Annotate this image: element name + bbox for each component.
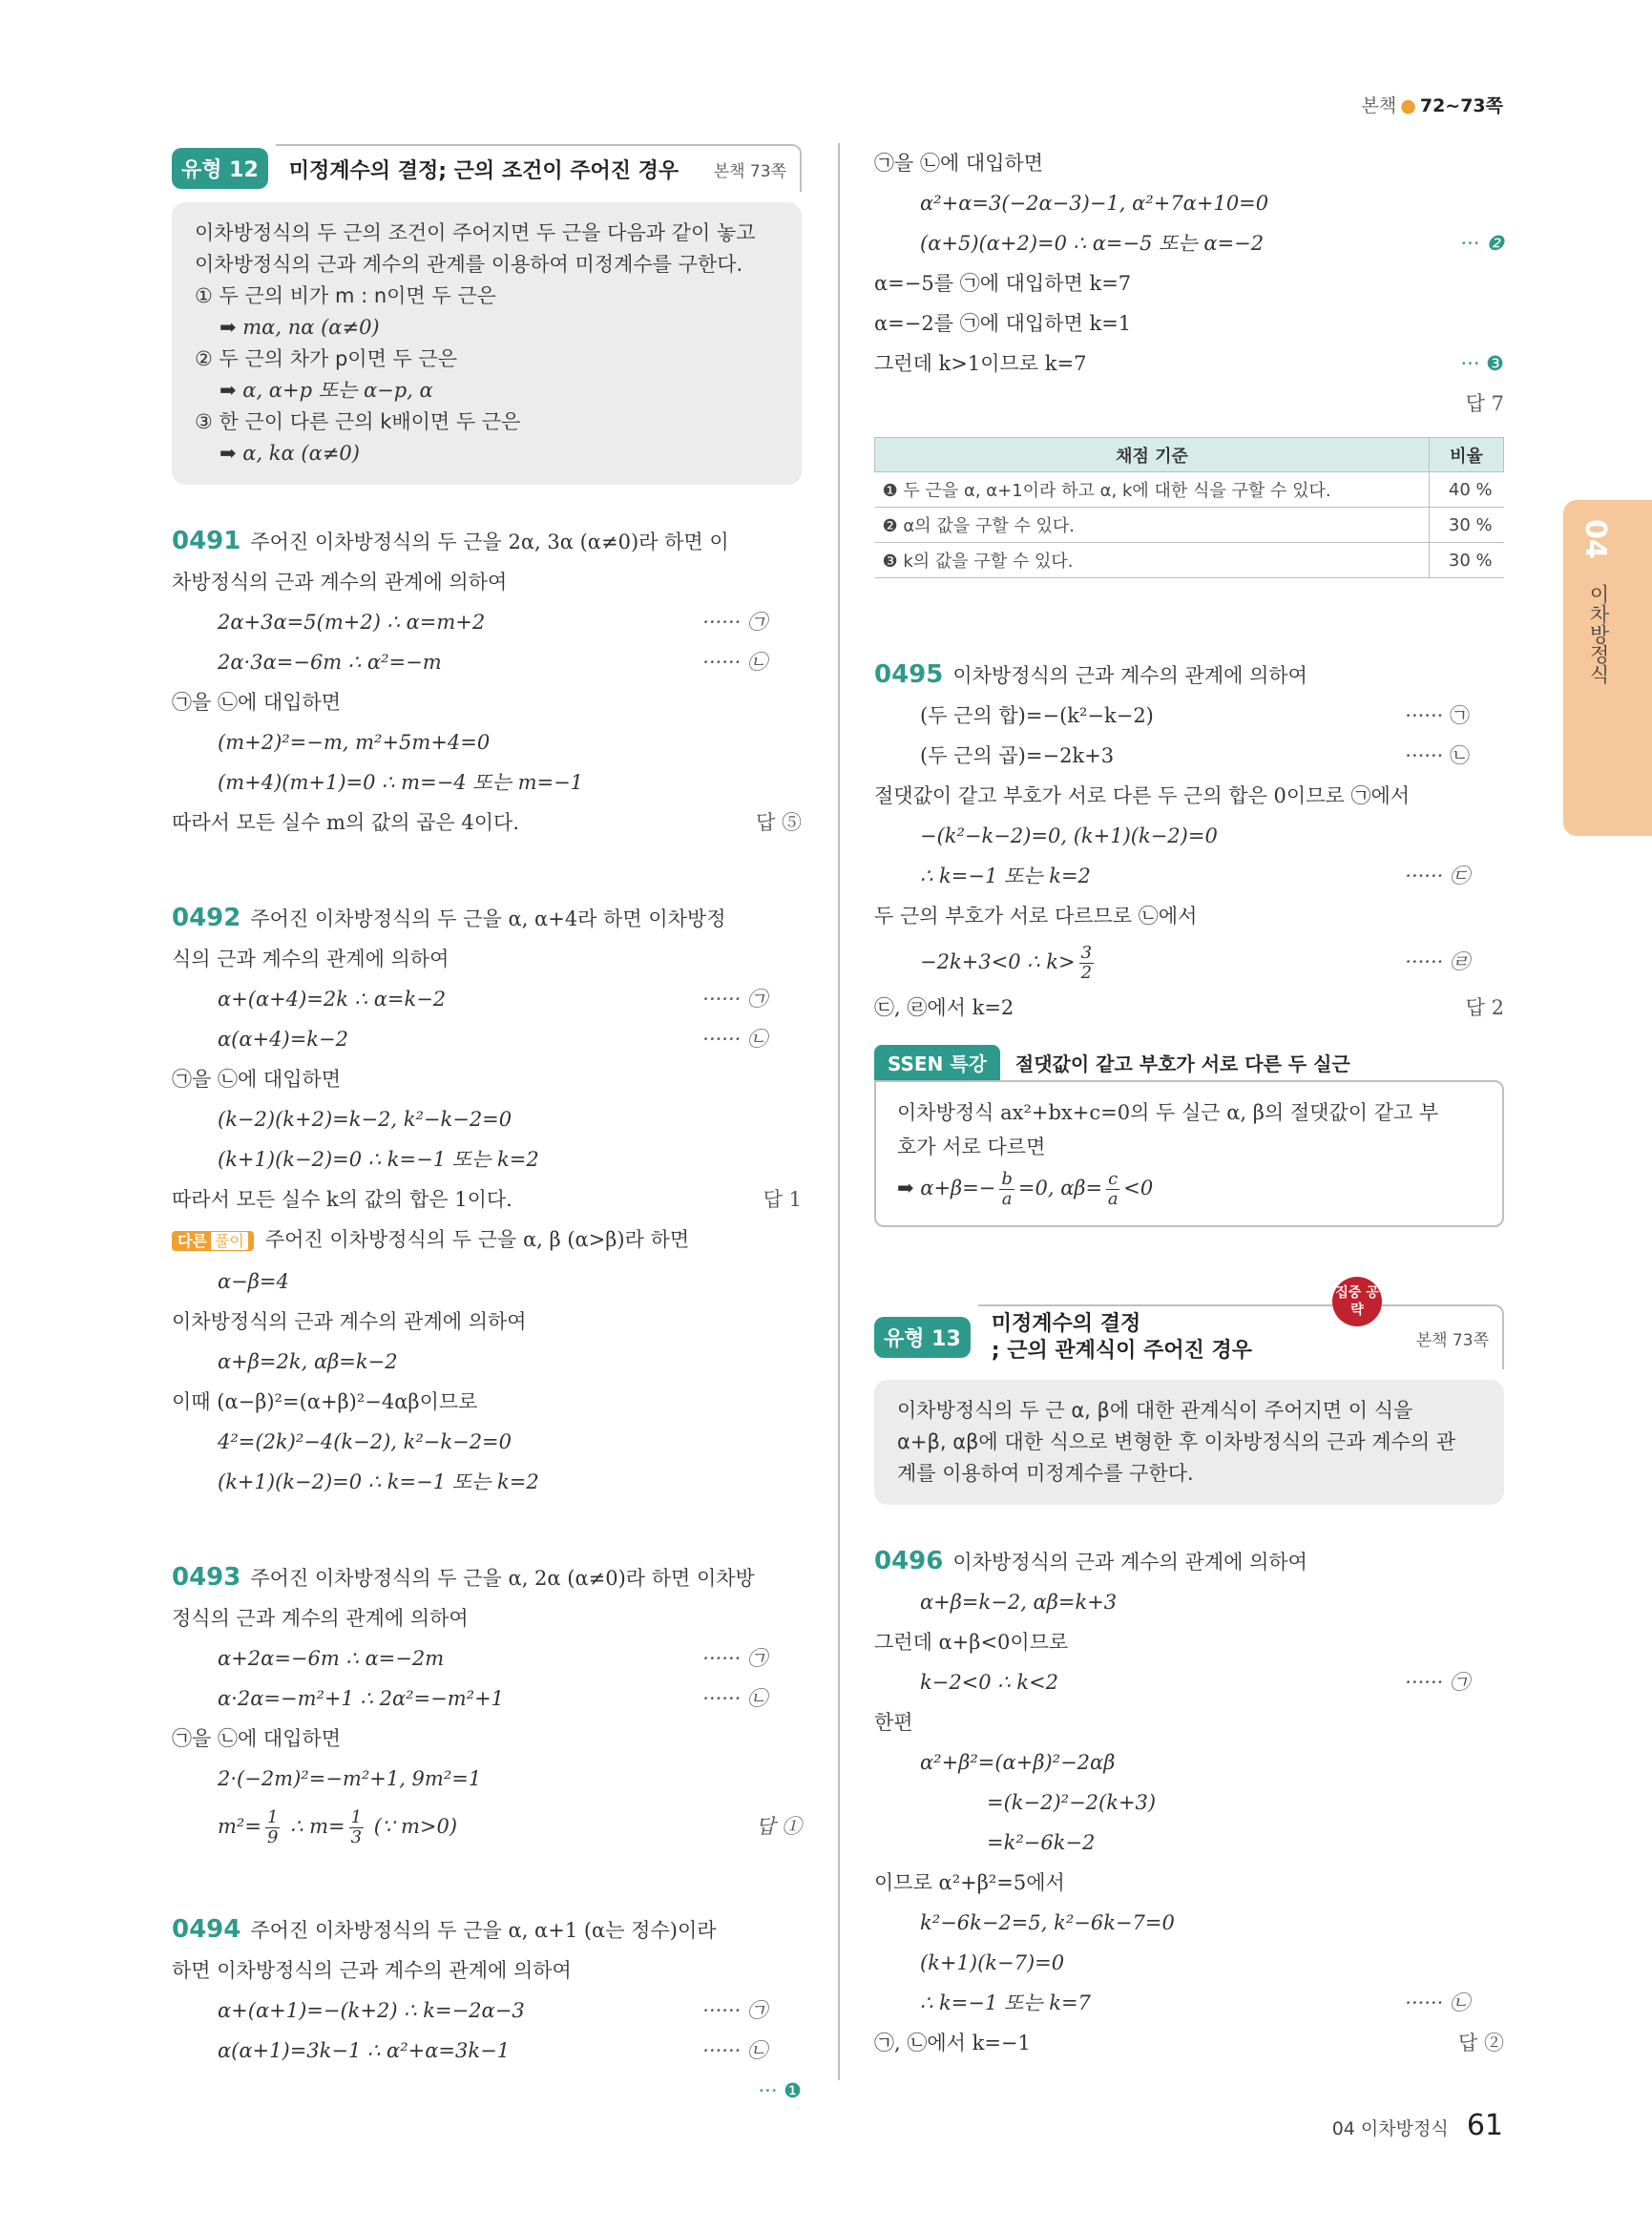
equation-marker: ······ ㉠ xyxy=(1405,704,1470,727)
table-cell: 30 % xyxy=(1430,543,1504,578)
ssen-title: 절댓값이 같고 부호가 서로 다른 두 실근 xyxy=(1014,1053,1350,1075)
equation: (k+1)(k−2)=0 ∴ k=−1 또는 k=2 xyxy=(218,1148,539,1171)
type13-ref: 본책 73쪽 xyxy=(1415,1330,1489,1350)
equation: −(k²−k−2)=0, (k+1)(k−2)=0 xyxy=(920,824,1218,847)
step-marker: ··· ❸ xyxy=(1460,352,1504,375)
problem-0493 xyxy=(172,1557,802,1854)
fraction-denominator: a xyxy=(1001,1189,1013,1209)
solution-line: ㉠을 ㉡에 대입하면 xyxy=(172,1727,342,1750)
type13-header xyxy=(874,1285,1504,1370)
tip-line: 이차방정식의 두 근 α, β에 대한 관계식이 주어지면 이 식을 xyxy=(897,1399,1413,1422)
equation: (α+5)(α+2)=0 ∴ α=−5 또는 α=−2 xyxy=(920,232,1265,255)
problem-number: 0492 xyxy=(172,904,241,932)
problem-0494 xyxy=(172,1909,802,2111)
chapter-side-tab xyxy=(1563,500,1652,836)
solution-line: 그런데 α+β<0이므로 xyxy=(874,1631,1069,1654)
ssen-badge: SSEN 특강 xyxy=(874,1045,1000,1080)
page-footer xyxy=(1332,2109,1503,2142)
chapter-number: 04 xyxy=(1579,519,1612,559)
equation-marker: ······ ㉢ xyxy=(1405,865,1470,887)
fraction-numerator: 3 xyxy=(1080,943,1093,963)
tip-line: 이차방정식의 근과 계수의 관계를 이용하여 미정계수를 구한다. xyxy=(195,253,743,276)
equation: α²+α=3(−2α−3)−1, α²+7α+10=0 xyxy=(920,192,1269,215)
problem-number: 0491 xyxy=(172,527,241,555)
solution-line: 이차방정식의 근과 계수의 관계에 의하여 xyxy=(952,1551,1307,1574)
equation-marker: ······ ㉡ xyxy=(702,1687,767,1710)
footer-chapter: 04 이차방정식 xyxy=(1331,2118,1449,2139)
tip-line: 계를 이용하여 미정계수를 구한다. xyxy=(897,1462,1194,1485)
solution-line: 주어진 이차방정식의 두 근을 2α, 3α (α≠0)라 하면 이 xyxy=(250,531,729,553)
problem-number: 0496 xyxy=(874,1547,944,1575)
problem-number: 0494 xyxy=(172,1915,241,1944)
equation: (m+2)²=−m, m²+5m+4=0 xyxy=(218,731,491,754)
ssen-line: 호가 서로 다르면 xyxy=(897,1136,1046,1158)
type13-badge: 유형 13 xyxy=(874,1317,971,1358)
problem-0494-continued xyxy=(874,143,1504,424)
step-marker: ··· ❷ xyxy=(1460,232,1504,255)
equation-marker: ······ ㉡ xyxy=(1405,1991,1470,2014)
solution-line: ㉢, ㉣에서 k=2 xyxy=(874,996,1014,1019)
solution-line: ㉠을 ㉡에 대입하면 xyxy=(172,691,342,714)
table-cell: ❶ 두 근을 α, α+1이라 하고 α, k에 대한 식을 구할 수 있다. xyxy=(875,472,1430,508)
solution-line: 절댓값이 같고 부호가 서로 다른 두 근의 합은 0이므로 ㉠에서 xyxy=(874,784,1411,807)
column-divider xyxy=(838,143,840,2080)
equation: 4²=(2k)²−4(k−2), k²−k−2=0 xyxy=(218,1430,512,1453)
table-cell: 40 % xyxy=(1430,472,1504,508)
solution-line: 이차방정식의 근과 계수의 관계에 의하여 xyxy=(952,664,1307,687)
equation xyxy=(172,1799,802,1854)
fraction xyxy=(999,1170,1014,1209)
equation: α·2α=−m²+1 ∴ 2α²=−m²+1 xyxy=(218,1687,505,1710)
equation-marker: ······ ㉠ xyxy=(702,611,767,634)
fraction-denominator: 9 xyxy=(266,1827,279,1847)
equation-marker: ······ ㉠ xyxy=(1405,1671,1470,1694)
other-tag-label: 다른 xyxy=(178,1232,207,1250)
equation: ∴ k=−1 또는 k=2 xyxy=(920,865,1091,887)
table-row xyxy=(875,543,1504,578)
fraction-denominator: 2 xyxy=(1080,963,1093,983)
problem-0492 xyxy=(172,898,802,1502)
equation: (k+1)(k−2)=0 ∴ k=−1 또는 k=2 xyxy=(218,1470,539,1493)
answer: 답 ② xyxy=(1458,2032,1504,2054)
equation-marker: ······ ㉡ xyxy=(1405,744,1470,767)
problem-number: 0493 xyxy=(172,1563,241,1592)
tip-line: ③ 한 근이 다른 근의 k배이면 두 근은 xyxy=(195,410,521,433)
equation: k−2<0 ∴ k<2 xyxy=(920,1671,1059,1694)
solution-line: α=−5를 ㉠에 대입하면 k=7 xyxy=(874,272,1132,295)
equation: (k+1)(k−7)=0 xyxy=(920,1951,1065,1974)
fraction xyxy=(1079,944,1094,983)
right-column xyxy=(874,143,1504,2063)
fraction xyxy=(349,1808,364,1847)
page-range: 72~73쪽 xyxy=(1419,95,1503,116)
table-cell: ❷ α의 값을 구할 수 있다. xyxy=(875,508,1430,543)
answer: 답 2 xyxy=(1465,996,1504,1019)
equation: α+β=2k, αβ=k−2 xyxy=(218,1350,398,1373)
equation-marker: ······ ㉡ xyxy=(702,2039,767,2062)
solution-line: 그런데 k>1이므로 k=7 xyxy=(874,352,1087,375)
equation-part: −2k+3<0 ∴ k> xyxy=(920,950,1076,973)
tip-line: 이차방정식의 두 근의 조건이 주어지면 두 근을 다음과 같이 놓고 xyxy=(195,221,756,244)
table-cell: ❸ k의 값을 구할 수 있다. xyxy=(875,543,1430,578)
formula-part: ➡ α+β=− xyxy=(897,1177,996,1199)
other-solution-tag xyxy=(172,1231,254,1251)
tip-line: ② 두 근의 차가 p이면 두 근은 xyxy=(195,347,458,370)
equation: ∴ k=−1 또는 k=7 xyxy=(920,1991,1091,2014)
left-column xyxy=(172,143,802,2111)
equation: α−β=4 xyxy=(218,1270,289,1293)
answer: 답 7 xyxy=(1465,392,1504,415)
equation: (두 근의 합)=−(k²−k−2) xyxy=(920,704,1154,727)
fraction-numerator: b xyxy=(1001,1169,1013,1189)
type12-title-box xyxy=(276,144,802,192)
solution-line: ㉠을 ㉡에 대입하면 xyxy=(172,1068,342,1091)
solution-line: 이차방정식의 근과 계수의 관계에 의하여 xyxy=(172,1310,527,1333)
solution-line: 주어진 이차방정식의 두 근을 α, α+4라 하면 이차방정 xyxy=(250,907,726,930)
table-header: 채점 기준 xyxy=(875,438,1430,472)
equation: 2·(−2m)²=−m²+1, 9m²=1 xyxy=(218,1767,482,1790)
solution-line: 따라서 모든 실수 k의 값의 합은 1이다. xyxy=(172,1188,512,1211)
table-header: 비율 xyxy=(1430,438,1504,472)
formula-part: <0 xyxy=(1123,1177,1154,1199)
problem-0495 xyxy=(874,655,1504,1028)
type12-badge: 유형 12 xyxy=(172,148,268,189)
equation-marker: ······ ㉠ xyxy=(702,988,767,1011)
solution-line: 한편 xyxy=(874,1711,913,1734)
equation: (m+4)(m+1)=0 ∴ m=−4 또는 m=−1 xyxy=(218,771,584,794)
page-reference xyxy=(1362,92,1503,117)
solution-line: 식의 근과 계수의 관계에 의하여 xyxy=(172,948,450,970)
ssen-line: 이차방정식 ax²+bx+c=0의 두 실근 α, β의 절댓값이 같고 부 xyxy=(897,1101,1439,1124)
equation: α+(α+4)=2k ∴ α=k−2 xyxy=(218,988,447,1011)
equation-part: (∵ m>0) xyxy=(367,1815,458,1838)
equation-marker: ······ ㉡ xyxy=(702,1028,767,1051)
solution-line: 주어진 이차방정식의 두 근을 α, 2α (α≠0)라 하면 이차방 xyxy=(250,1567,755,1590)
table-row xyxy=(875,472,1504,508)
fraction xyxy=(1106,1170,1119,1209)
equation-part: ∴ m= xyxy=(283,1815,345,1838)
fraction xyxy=(265,1808,280,1847)
equation: =k²−6k−2 xyxy=(987,1831,1096,1854)
problem-0496 xyxy=(874,1541,1504,2063)
equation-marker: ······ ㉠ xyxy=(702,1999,767,2022)
problem-number: 0495 xyxy=(874,660,944,689)
type13-title xyxy=(992,1311,1252,1365)
fraction-denominator: a xyxy=(1107,1189,1119,1209)
tip-line: ➡ α, α+p 또는 α−p, α xyxy=(220,379,433,402)
type13-tip-box xyxy=(874,1380,1504,1505)
answer: 답 ⑤ xyxy=(756,811,802,834)
type13-title-line2: ; 근의 관계식이 주어진 경우 xyxy=(991,1339,1252,1363)
equation: α(α+4)=k−2 xyxy=(218,1028,348,1051)
equation: α²+β²=(α+β)²−2αβ xyxy=(920,1751,1116,1774)
book-label: 본책 xyxy=(1361,95,1397,116)
solution-line: 차방정식의 근과 계수의 관계에 의하여 xyxy=(172,571,508,594)
equation: (두 근의 곱)=−2k+3 xyxy=(920,744,1115,767)
answer: 답 1 xyxy=(763,1188,802,1211)
dot-icon: ● xyxy=(1400,95,1416,116)
ssen-formula xyxy=(897,1164,1481,1212)
equation: α+(α+1)=−(k+2) ∴ k=−2α−3 xyxy=(218,1999,525,2022)
table-cell: 30 % xyxy=(1430,508,1504,543)
focus-badge: 집중 공략 xyxy=(1332,1277,1382,1326)
page-number: 61 xyxy=(1466,2109,1503,2142)
tip-line: α+β, αβ에 대한 식으로 변형한 후 이차방정식의 근과 계수의 관 xyxy=(897,1430,1456,1453)
tip-line: ➡ mα, nα (α≠0) xyxy=(220,316,380,339)
scoring-table xyxy=(874,437,1504,578)
equation: k²−6k−2=5, k²−6k−7=0 xyxy=(920,1911,1175,1934)
equation: α(α+1)=3k−1 ∴ α²+α=3k−1 xyxy=(218,2039,511,2062)
solution-line: 두 근의 부호가 서로 다르므로 ㉡에서 xyxy=(874,905,1198,928)
equation: 2α·3α=−6m ∴ α²=−m xyxy=(218,651,442,674)
solution-line: 따라서 모든 실수 m의 값의 곱은 4이다. xyxy=(172,811,520,834)
type12-ref: 본책 73쪽 xyxy=(713,161,786,181)
fraction-denominator: 3 xyxy=(350,1827,363,1847)
equation-marker: ······ ㉡ xyxy=(702,651,767,674)
equation: =(k−2)²−2(k+3) xyxy=(987,1791,1157,1814)
equation: α+2α=−6m ∴ α=−2m xyxy=(218,1647,445,1670)
equation: 2α+3α=5(m+2) ∴ α=m+2 xyxy=(218,611,486,634)
table-row xyxy=(875,508,1504,543)
tip-line: ① 두 근의 비가 m : n이면 두 근은 xyxy=(195,284,496,307)
solution-line: ㉠을 ㉡에 대입하면 xyxy=(874,152,1044,175)
solution-line: 주어진 이차방정식의 두 근을 α, β (α>β)라 하면 xyxy=(264,1228,690,1251)
solution-line: 하면 이차방정식의 근과 계수의 관계에 의하여 xyxy=(172,1959,572,1982)
step-marker: ··· ❶ xyxy=(758,2079,802,2102)
type13-title-line1: 미정계수의 결정 xyxy=(991,1312,1141,1336)
answer: 답 ① xyxy=(756,1815,802,1838)
type13-title-box xyxy=(978,1304,1504,1369)
fraction-numerator: 1 xyxy=(350,1807,363,1827)
problem-0491 xyxy=(172,521,802,843)
equation-marker: ······ ㉣ xyxy=(1405,950,1470,973)
other-tag-label-2: 풀이 xyxy=(211,1232,248,1250)
solution-line: 이므로 α²+β²=5에서 xyxy=(874,1871,1065,1894)
ssen-header xyxy=(874,1045,1504,1080)
equation-part: m²= xyxy=(218,1815,261,1838)
type12-header xyxy=(172,143,802,193)
fraction-numerator: c xyxy=(1108,1169,1119,1189)
equation: α+β=k−2, αβ=k+3 xyxy=(920,1591,1118,1614)
equation: (k−2)(k+2)=k−2, k²−k−2=0 xyxy=(218,1108,512,1131)
table-header-row xyxy=(875,438,1504,472)
fraction-numerator: 1 xyxy=(266,1807,279,1827)
solution-line: 정식의 근과 계수의 관계에 의하여 xyxy=(172,1607,469,1630)
solution-line: 이때 (α−β)²=(α+β)²−4αβ이므로 xyxy=(172,1390,478,1413)
type12-title: 미정계수의 결정; 근의 조건이 주어진 경우 xyxy=(288,158,680,183)
solution-line: 주어진 이차방정식의 두 근을 α, α+1 (α는 정수)이라 xyxy=(250,1919,717,1942)
solution-line: α=−2를 ㉠에 대입하면 k=1 xyxy=(874,312,1132,335)
ssen-box xyxy=(874,1080,1504,1227)
formula-part: =0, αβ= xyxy=(1017,1177,1103,1199)
type12-tip-box xyxy=(172,202,802,485)
chapter-title: 이차방정식 xyxy=(1587,584,1610,684)
equation-marker: ······ ㉠ xyxy=(702,1647,767,1670)
solution-line: ㉠, ㉡에서 k=−1 xyxy=(874,2032,1031,2054)
tip-line: ➡ α, kα (α≠0) xyxy=(220,442,360,465)
equation xyxy=(874,936,1504,988)
